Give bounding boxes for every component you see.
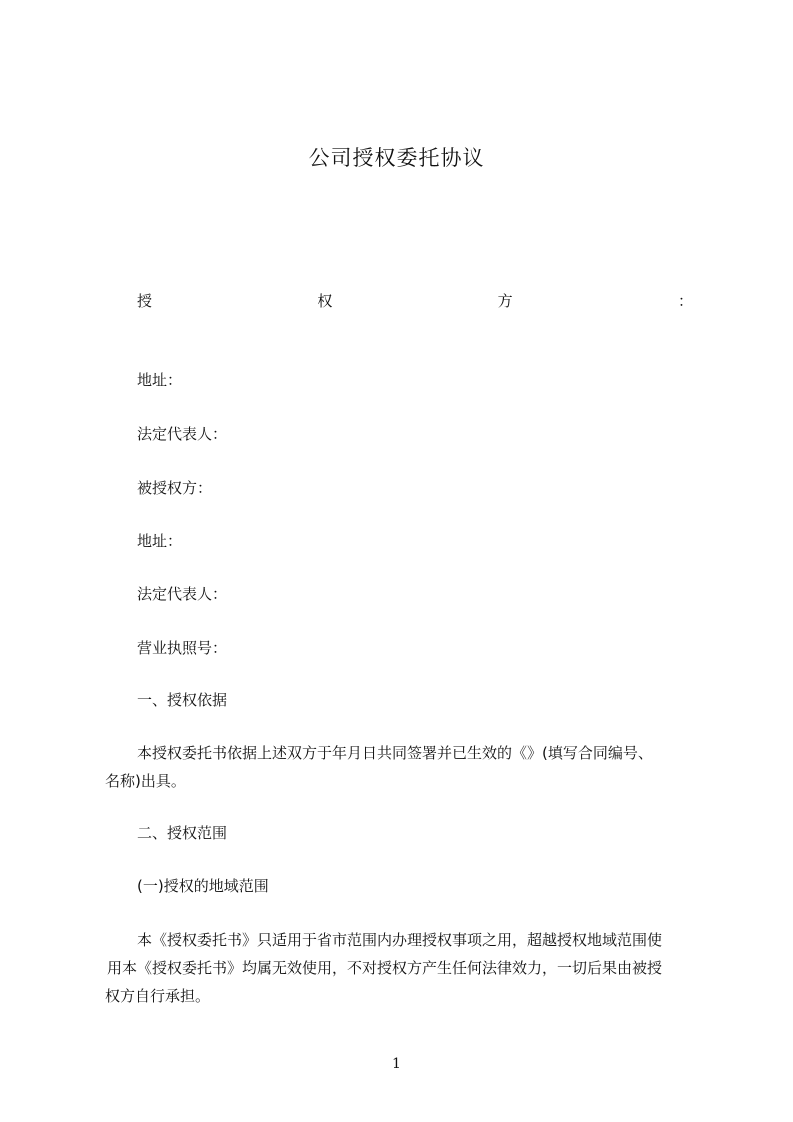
- section-2-paragraph: [105, 926, 662, 1010]
- grantor-char-2: 权: [317, 292, 333, 310]
- grantor-label: [137, 292, 693, 310]
- section-2-line-1: 本《授权委托书》只适用于省市范围内办理授权事项之用，超越授权地域范围使: [137, 931, 663, 949]
- section-2-line-3: 权方自行承担。: [105, 987, 211, 1005]
- section-2-heading: 二、授权范围: [137, 824, 228, 842]
- grantor-char-1: 授: [137, 292, 153, 310]
- section-1-line-1: 本授权委托书依据上述双方于年月日共同签署并已生效的《》(填写合同编号、: [137, 744, 653, 762]
- section-2-subheading: (一)授权的地域范围: [137, 877, 269, 895]
- section-1-paragraph: [105, 739, 653, 795]
- page-number: 1: [392, 1056, 401, 1072]
- section-2-line-2: 用本《授权委托书》均属无效使用，不对授权方产生任何法律效力，一切后果由被授: [107, 959, 663, 977]
- document-title: 公司授权委托协议: [308, 146, 485, 170]
- grantee-label: 被授权方：: [137, 479, 213, 497]
- section-1-line-2: 名称)出具。: [105, 772, 186, 790]
- grantee-legal-rep-label: 法定代表人：: [137, 585, 228, 603]
- grantor-char-3: 方: [497, 292, 513, 310]
- grantee-address-label: 地址：: [137, 532, 183, 550]
- section-1-heading: 一、授权依据: [137, 691, 228, 709]
- business-license-label: 营业执照号：: [137, 639, 228, 657]
- grantor-colon: ：: [677, 292, 693, 310]
- grantor-legal-rep-label: 法定代表人：: [137, 425, 228, 443]
- grantor-address-label: 地址：: [137, 371, 183, 389]
